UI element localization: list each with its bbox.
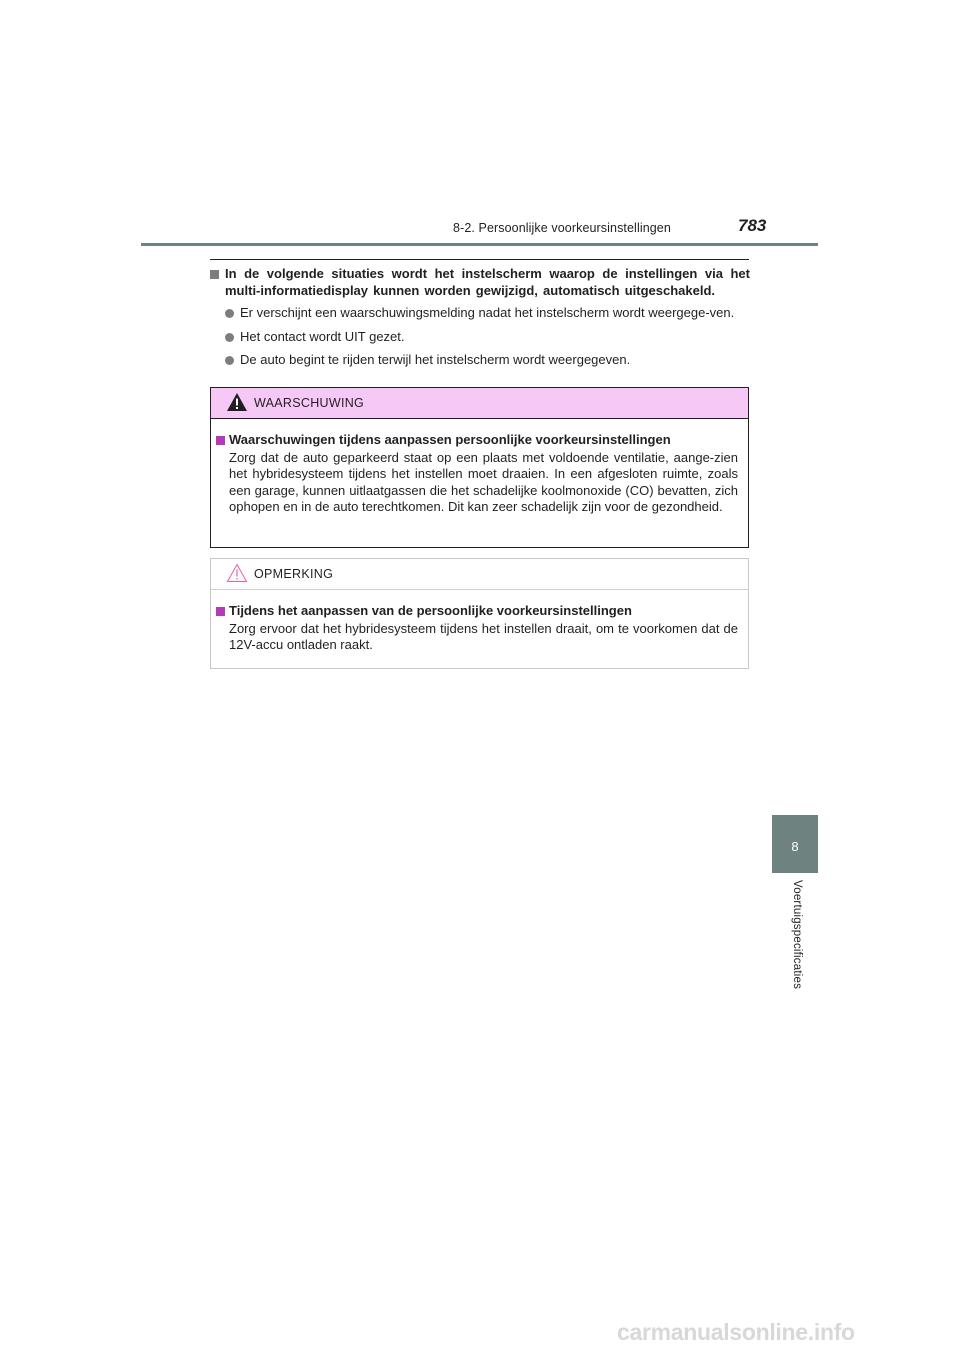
- warning-body: [211, 419, 748, 516]
- caution-triangle-icon: [226, 563, 248, 583]
- warning-triangle-icon: [226, 392, 248, 412]
- intro-section: [210, 266, 750, 376]
- notice-title: [216, 603, 738, 620]
- notice-title-text: Tijdens het aanpassen van de persoonlijke voorkeursinstellingen: [229, 603, 632, 618]
- square-bullet-icon: [216, 436, 225, 445]
- warning-title-text: Waarschuwingen tijdens aanpassen persoonlijke voorkeursinstellingen: [229, 432, 671, 447]
- page-number: 783: [738, 216, 767, 235]
- warning-title: [216, 432, 738, 449]
- notice-text: Zorg ervoor dat het hybridesysteem tijdens het instellen draait, om te voorkomen dat de 12V-accu ontladen raakt.: [229, 620, 738, 652]
- warning-header: [211, 388, 748, 419]
- round-bullet-icon: [225, 309, 234, 318]
- intro-bullet-list: [210, 305, 750, 369]
- list-item: [210, 305, 750, 322]
- round-bullet-icon: [225, 356, 234, 365]
- list-item-text: De auto begint te rijden terwijl het instelscherm wordt weergegeven.: [240, 352, 631, 367]
- square-bullet-icon: [216, 607, 225, 616]
- intro-heading: [210, 266, 750, 299]
- notice-box: [210, 558, 749, 669]
- list-item: [210, 352, 750, 369]
- header-rule: [141, 243, 818, 246]
- section-title: 8-2. Persoonlijke voorkeursinstellingen: [453, 221, 671, 235]
- chapter-label: Voertuigspecificaties: [791, 880, 803, 990]
- intro-heading-text: In de volgende situaties wordt het instelscherm waarop de instellingen via het multi-informatiedisplay kunnen worden gewijzigd, automatisch uitgeschakeld.: [225, 266, 750, 298]
- list-item: [210, 329, 750, 346]
- notice-header: [211, 559, 748, 590]
- chapter-number: 8: [791, 839, 799, 854]
- notice-body: [211, 590, 748, 654]
- square-bullet-icon: [210, 270, 219, 279]
- warning-box: [210, 387, 749, 548]
- list-item-text: Er verschijnt een waarschuwingsmelding nadat het instelscherm wordt weergege-ven.: [240, 305, 735, 320]
- list-item-text: Het contact wordt UIT gezet.: [240, 328, 405, 344]
- round-bullet-icon: [225, 333, 234, 342]
- notice-label: OPMERKING: [254, 567, 334, 581]
- top-rule: [210, 259, 749, 260]
- watermark: carmanualsonline.info: [617, 1319, 855, 1345]
- warning-text: Zorg dat de auto geparkeerd staat op een plaats met voldoende ventilatie, aange-zien het hybridesysteem tijdens het instellen moet draaien. In een afgesloten ruimte, zoals een garage, kunnen uitlaatgassen die het schadelijke koolmonoxide (CO) bevatten, zich ophopen en in de auto terechtkomen. Dit kan zeer schadelijk zijn voor de gezondheid.: [229, 449, 738, 514]
- warning-label: WAARSCHUWING: [254, 396, 365, 410]
- chapter-tab: [772, 815, 818, 873]
